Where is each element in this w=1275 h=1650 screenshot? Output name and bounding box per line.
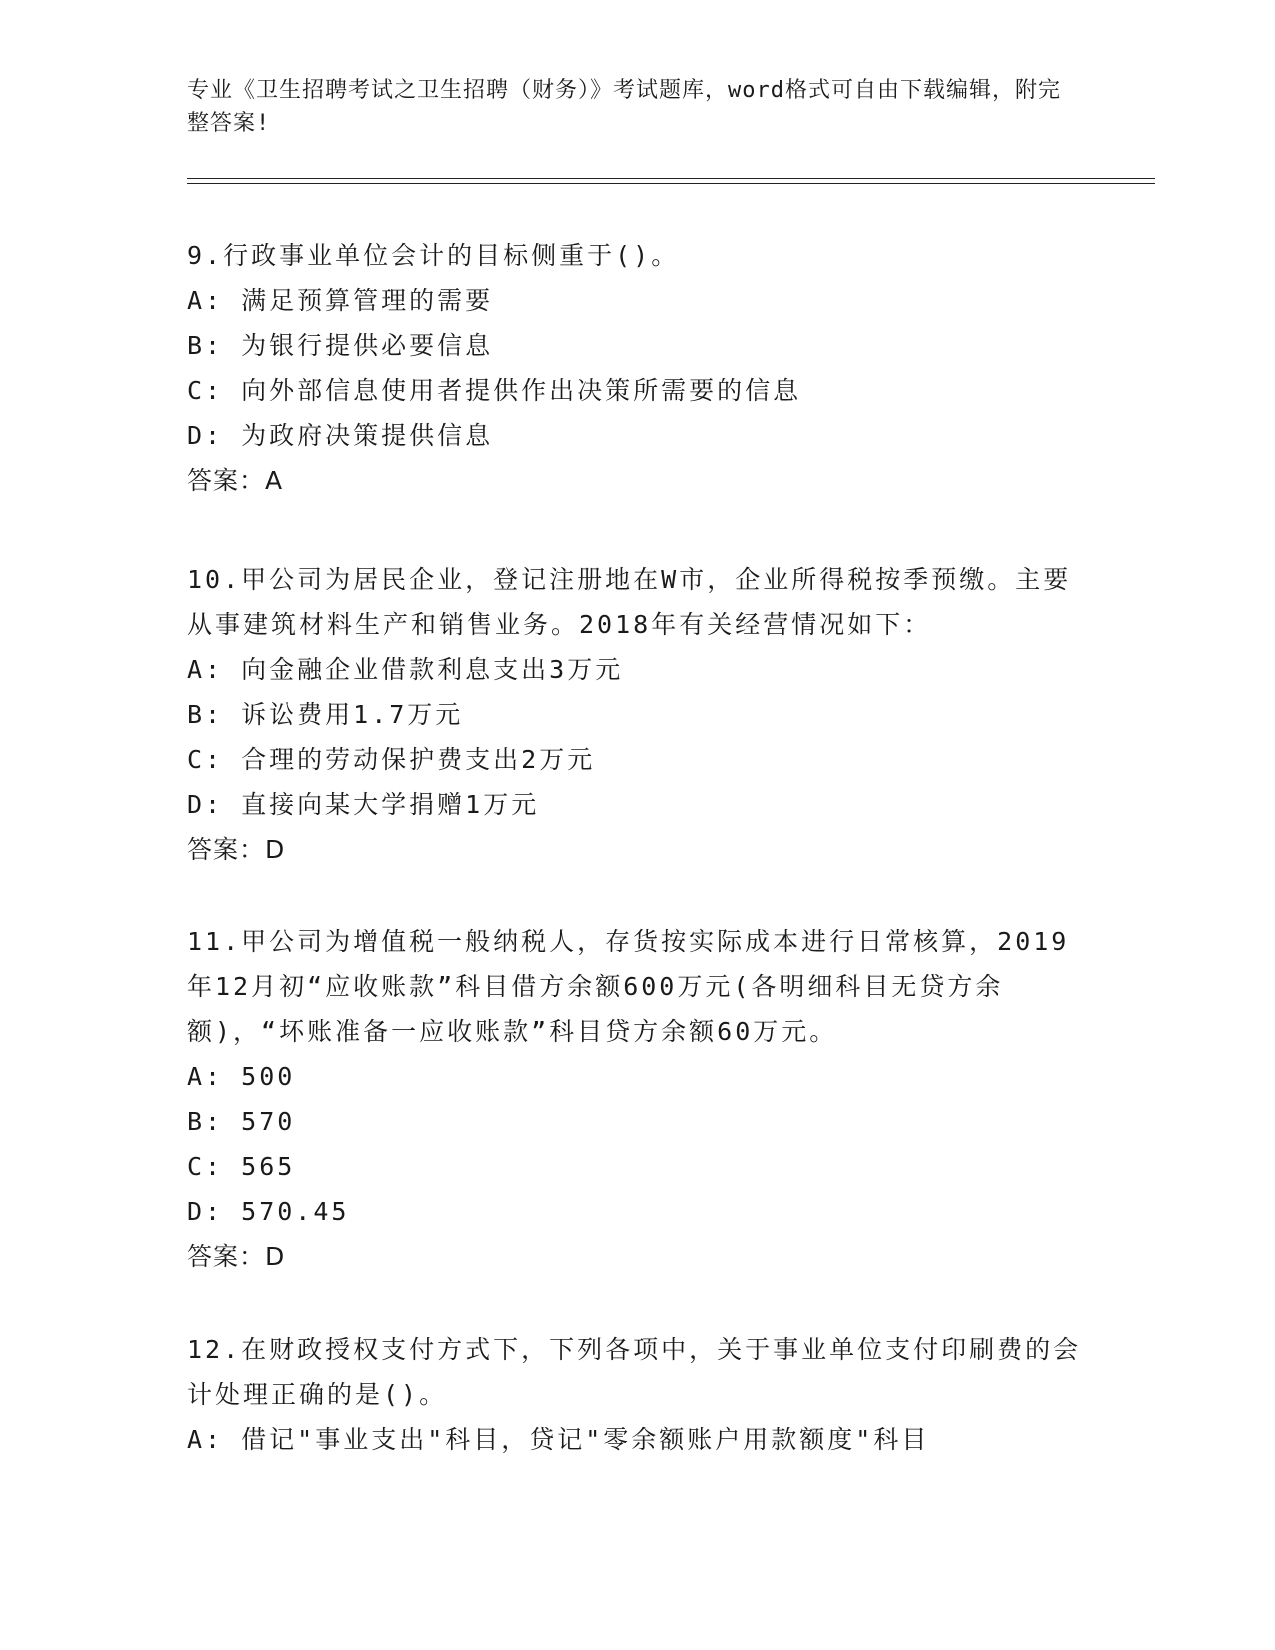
question-10 bbox=[187, 557, 1087, 872]
question-stem: 11.甲公司为增值税一般纳税人，存货按实际成本进行日常核算，2019年12月初“应收账款”科目借方余额600万元(各明细科目无贷方余额)，“坏账准备一应收账款”科目贷方余额60万元。 bbox=[187, 927, 1070, 1046]
option-a: A: 满足预算管理的需要 bbox=[187, 286, 494, 315]
option-d: D: 为政府决策提供信息 bbox=[187, 421, 494, 450]
option-c: C: 565 bbox=[187, 1152, 296, 1181]
option-d: D: 直接向某大学捐赠1万元 bbox=[187, 790, 540, 819]
option-d: D: 570.45 bbox=[187, 1197, 350, 1226]
answer: 答案：A bbox=[187, 466, 284, 495]
option-b: B: 570 bbox=[187, 1107, 296, 1136]
question-9 bbox=[187, 233, 1087, 503]
question-stem: 12.在财政授权支付方式下，下列各项中，关于事业单位支付印刷费的会计处理正确的是()。 bbox=[187, 1335, 1082, 1409]
question-stem: 10.甲公司为居民企业，登记注册地在W市，企业所得税按季预缴。主要从事建筑材料生产和销售业务。2018年有关经营情况如下： bbox=[187, 565, 1072, 639]
option-b: B: 为银行提供必要信息 bbox=[187, 331, 494, 360]
answer: 答案：D bbox=[187, 835, 286, 864]
option-c: C: 合理的劳动保护费支出2万元 bbox=[187, 745, 596, 774]
question-11 bbox=[187, 919, 1087, 1279]
question-12 bbox=[187, 1327, 1087, 1462]
option-a: A: 向金融企业借款利息支出3万元 bbox=[187, 655, 624, 684]
question-stem: 9.行政事业单位会计的目标侧重于()。 bbox=[187, 241, 680, 270]
document-header: 专业《卫生招聘考试之卫生招聘（财务）》考试题库，word格式可自由下载编辑，附完整答案! bbox=[187, 78, 1061, 136]
option-a: A: 借记"事业支出"科目，贷记"零余额账户用款额度"科目 bbox=[187, 1425, 930, 1454]
option-b: B: 诉讼费用1.7万元 bbox=[187, 700, 464, 729]
answer: 答案：D bbox=[187, 1242, 286, 1271]
option-c: C: 向外部信息使用者提供作出决策所需要的信息 bbox=[187, 376, 802, 405]
header-rule-top bbox=[187, 178, 1155, 179]
header-rule-bottom bbox=[187, 183, 1155, 184]
option-a: A: 500 bbox=[187, 1062, 296, 1091]
